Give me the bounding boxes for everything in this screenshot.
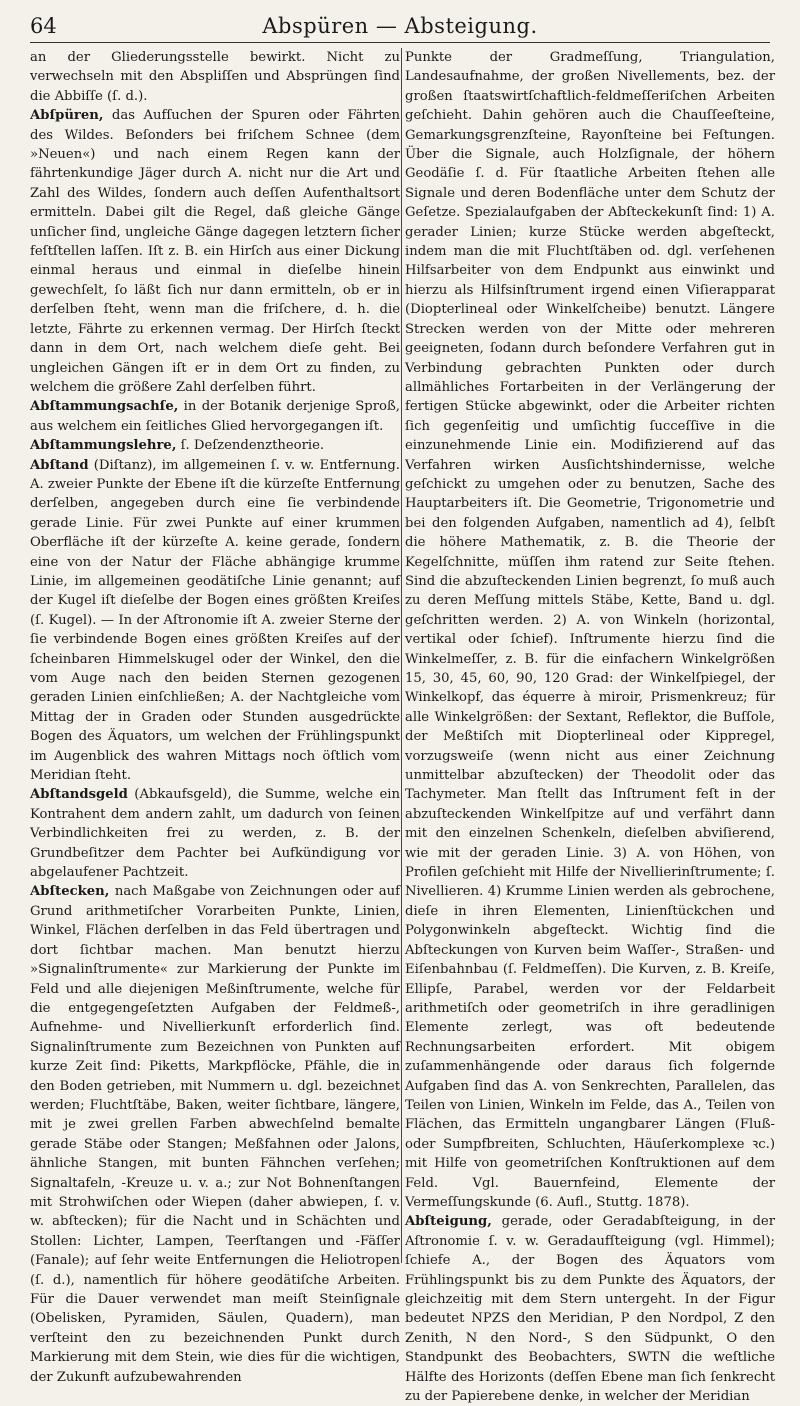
paragraph	[30, 48, 400, 106]
left-column	[30, 48, 401, 1385]
entry-abstandsgeld	[30, 785, 400, 882]
entry-head: Abſtammungsachſe,	[30, 399, 179, 415]
paragraph-text: an der Gliederungsstelle bewirkt. Nicht zu verwechseln mit den Abspliſſen und Absprüngen ſind die Abbiſſe (ſ. d.).	[30, 50, 400, 104]
paragraph	[405, 48, 775, 1212]
entry-head: Abſtandsgeld	[30, 787, 128, 803]
entry-absteigung	[405, 1212, 775, 1406]
entry-head: Abſtand	[30, 457, 89, 473]
entry-abstecken	[30, 882, 400, 1387]
entry-text: gerade, oder Geradabſteigung, in der Aſtronomie ſ. v. w. Geradaufſteigung (vgl. Himmel); ſchiefe A., der Bogen des Äquators vom Frühlingspunkt bis zu dem Punkte des Äquators, der gleichzeitig mit dem Stern untergeht. In der Figur bedeutet NPZS den Meridian, P den Nordpol, Z den Zenith, N den Nord-, S den Südpunkt, O den Standpunkt des Beobachters, SWTN die weſtliche Hälfte des Horizonts (deſſen Ebene man ſich ſenkrecht zu der Papierebene denke, in welcher der Meridian	[405, 1214, 775, 1405]
paragraph-text: Punkte der Gradmeſſung, Triangulation, Landesaufnahme, der großen Nivellements, bez. der großen ſtaatswirtſchaftlich-feldmeſſeriſchen Arbeiten geſchieht. Dahin gehören auch die Chauſſeeſteine, Gemarkungsgrenzſteine, Rayonſteine bei Feſtungen. Über die Signale, auch Holzſignale, der höhern Geodäſie ſ. d. Für ſtaatliche Arbeiten ſtehen alle Signale und deren Bodenfläche unter dem Schutz der Geſetze. Spezialaufgaben der Abſteckekunſt ſind: 1) A. gerader Linien; kurze Stücke werden abgeſteckt, indem man die mit Fluchtſtäben od. dgl. verſehenen Hilfsarbeiter von dem Endpunkt aus einwinkt und hierzu als Hilfsinſtrument irgend einen Viſierapparat (Diopterlineal oder Winkelſcheibe) benutzt. Längere Strecken werden von der Mitte oder mehreren geeigneten, ſodann durch beſondere Verfahren gut in Verbindung gebrachten Punkten oder durch allmähliches Fortarbeiten in der Verlängerung der fertigen Stücke abgewinkt, oder die Arbeiter richten ſich gegenſeitig und umſichtig ſucceſſive in die einzunehmende Linie ein. Modifizierend auf das Verfahren wirken Ausſichtshindernisse, welche geſchickt zu umgehen oder zu benutzen, Sache des Hauptarbeiters iſt. Die Geometrie, Trigonometrie und bei den folgenden Aufgaben, namentlich ad 4), ſelbſt die höhere Mathematik, z. B. die Theorie der Kegelſchnitte, müſſen ihm ratend zur Seite ſtehen. Sind die abzuſteckenden Linien begrenzt, ſo muß auch zu deren Meſſung mittels Stäbe, Kette, Band u. dgl. geſchritten werden. 2) A. von Winkeln (horizontal, vertikal oder ſchief). Inſtrumente hierzu ſind die Winkelmeſſer, z. B. für die einfachern Winkelgrößen 15, 30, 45, 60, 90, 120 Grad: der Winkelſpiegel, der Winkelkopf, das équerre à miroir, Prismenkreuz; für alle Winkelgrößen: der Sextant, Reflektor, die Buſſole, der Meßtiſch mit Diopterlineal oder Kippregel, vorzugsweiſe (wenn nicht aus einer Zeichnung unmittelbar abzuſtecken) der Theodolit oder das Tachymeter. Man ſtellt das Inſtrument feſt in der abzuſteckenden Winkelſpitze auf und verfährt dann mit den einzelnen Schenkeln, dieſelben abviſierend, wie mit der geraden Linie. 3) A. von Höhen, von Profilen geſchieht mit Hilfe der Nivellierinſtrumente; ſ. Nivellieren. 4) Krumme Linien werden als gebrochene, dieſe in ihren Elementen, Linienſtückchen und Polygonwinkeln abgeſteckt. Wichtig ſind die Abſteckungen von Kurven beim Waſſer-, Straßen- und Eiſenbahnbau (ſ. Feldmeſſen). Die Kurven, z. B. Kreiſe, Ellipſe, Parabel, werden vor der Feldarbeit arithmetiſch oder geometriſch in ihre geradlinigen Elemente zerlegt, was oft bedeutende Rechnungsarbeiten erfordert. Mit obigem zuſammenhängende oder daraus ſich folgernde Aufgaben ſind das A. von Senkrechten, Parallelen, das Teilen von Linien, Winkeln im Felde, das A., Teilen von Flächen, das Ermitteln ungangbarer Längen (Fluß- oder Sumpfbreiten, Schluchten, Häuſerkomplexe ꝛc.) mit Hilfe von geometriſchen Konſtruktionen auf dem Feld. Vgl. Bauernfeind, Elemente der Vermeſſungskunde (6. Aufl., Stuttg. 1878).	[405, 50, 775, 1210]
entry-text: das Aufſuchen der Spuren oder Fährten des Wildes. Beſonders bei friſchem Schnee (dem »Neuen«) und nach einem Regen kann der fährtenkundige Jäger durch A. nicht nur die Art und Zahl des Wildes, ſondern auch deſſen Aufenthaltsort ermitteln. Dabei gilt die Regel, daß gleiche Gänge unſicher ſind, ungleiche Gänge dagegen letztern ſicher feſtſtellen laſſen. Iſt z. B. ein Hirſch aus einer Dickung einmal heraus und einmal in dieſelbe hinein gewechſelt, ſo läßt ſich nur dann ermitteln, ob er in derſelben ſteht, wenn man die friſchere, d. h. die letzte, Fährte zu erkennen vermag. Der Hirſch ſteckt dann in dem Ort, nach welchem dieſe geht. Bei ungleichen Gängen iſt er in dem Ort zu finden, zu welchem die größere Zahl derſelben führt.	[30, 108, 400, 395]
entry-head: Abſtecken,	[30, 884, 110, 900]
page-header	[30, 12, 770, 43]
entry-text: ſ. Deſzendenztheorie.	[176, 438, 325, 454]
running-title: Abspüren — Absteigung.	[262, 14, 538, 38]
right-column	[405, 48, 775, 1405]
entry-head: Abſpüren,	[30, 108, 104, 124]
entry-abspueren	[30, 106, 400, 397]
entry-text: (Diſtanz), im allgemeinen ſ. v. w. Entfernung. A. zweier Punkte der Ebene iſt die kürzeſte Entfernung derſelben, angegeben durch eine ſie verbindende gerade Linie. Für zwei Punkte auf einer krummen Oberfläche iſt der kürzeſte A. keine gerade, ſondern eine von der Natur der Fläche abhängige krumme Linie, im allgemeinen geodätiſche Linie genannt; auf der Kugel iſt dieſelbe der Bogen eines größten Kreiſes (ſ. Kugel). — In der Aſtronomie iſt A. zweier Sterne der ſie verbindende Bogen eines größten Kreiſes auf der ſcheinbaren Himmelskugel oder der Winkel, den die vom Auge nach den beiden Sternen gezogenen geraden Linien einſchließen; A. der Nachtgleiche vom Mittag der in Graden oder Stunden ausgedrückte Bogen des Äquators, um welchen der Frühlingspunkt im Augenblick des wahren Mittags noch öſtlich vom Meridian ſteht.	[30, 457, 401, 784]
entry-text: nach Maßgabe von Zeichnungen oder auf Grund arithmetiſcher Vorarbeiten Punkte, Linien, Winkel, Flächen derſelben in das Feld übertragen und dort ſichtbar machen. Man benutzt hierzu »Signalinſtrumente« zur Markierung der Punkte im Feld und alle diejenigen Meßinſtrumente, welche für die entgegengeſetzten Aufgaben der Feldmeß-, Aufnehme- und Nivellierkunſt erforderlich ſind. Signalinſtrumente zum Bezeichnen von Punkten auf kurze Zeit ſind: Piketts, Markpflöcke, Pfähle, die in den Boden getrieben, mit Nummern u. dgl. bezeichnet werden; Fluchtſtäbe, Baken, weiter ſichtbare, längere, mit je zwei grellen Farben abwechſelnd bemalte gerade Stäbe oder Stangen; Meßfahnen oder Jalons, ähnliche Stangen, mit bunten Fähnchen verſehen; Signaltafeln, -Kreuze u. v. a.; zur Not Bohnenſtangen mit Strohwiſchen oder Wiepen (daher abwiepen, ſ. v. w. abſtecken); für die Nacht und in Schächten und Stollen: Lichter, Lampen, Teerſtangen und -Fäſſer (Fanale); auf ſehr weite Entfernungen die Heliotropen (ſ. d.), namentlich für höhere geodätiſche Arbeiten. Für die Dauer verwendet man meiſt Steinſignale (Obelisken, Pyramiden, Säulen, Quadern), man verſteint den zu bezeichnenden Punkt durch Markierung mit dem Stein, wie dies für die wichtigen, der Zukunft aufzubewahrenden	[30, 884, 400, 1385]
entry-head: Abſteigung,	[405, 1214, 492, 1230]
entry-text: in der Botanik derjenige Sproß, aus welchem ein ſeitliches Glied hervorgegangen iſt.	[30, 399, 400, 434]
page-number: 64	[30, 14, 57, 38]
entry-abstand	[30, 456, 400, 786]
entry-abstammungsachse	[30, 397, 400, 436]
entry-text: (Abkaufsgeld), die Summe, welche ein Kontrahent dem andern zahlt, um dadurch von ſeinen Verbindlichkeiten frei zu werden, z. B. der Grundbeſitzer dem Pachter bei Aufkündigung vor abgelaufener Pachtzeit.	[30, 787, 400, 881]
column-divider	[401, 48, 402, 1263]
entry-head: Abſtammungslehre,	[30, 438, 177, 454]
entry-abstammungslehre	[30, 436, 400, 455]
